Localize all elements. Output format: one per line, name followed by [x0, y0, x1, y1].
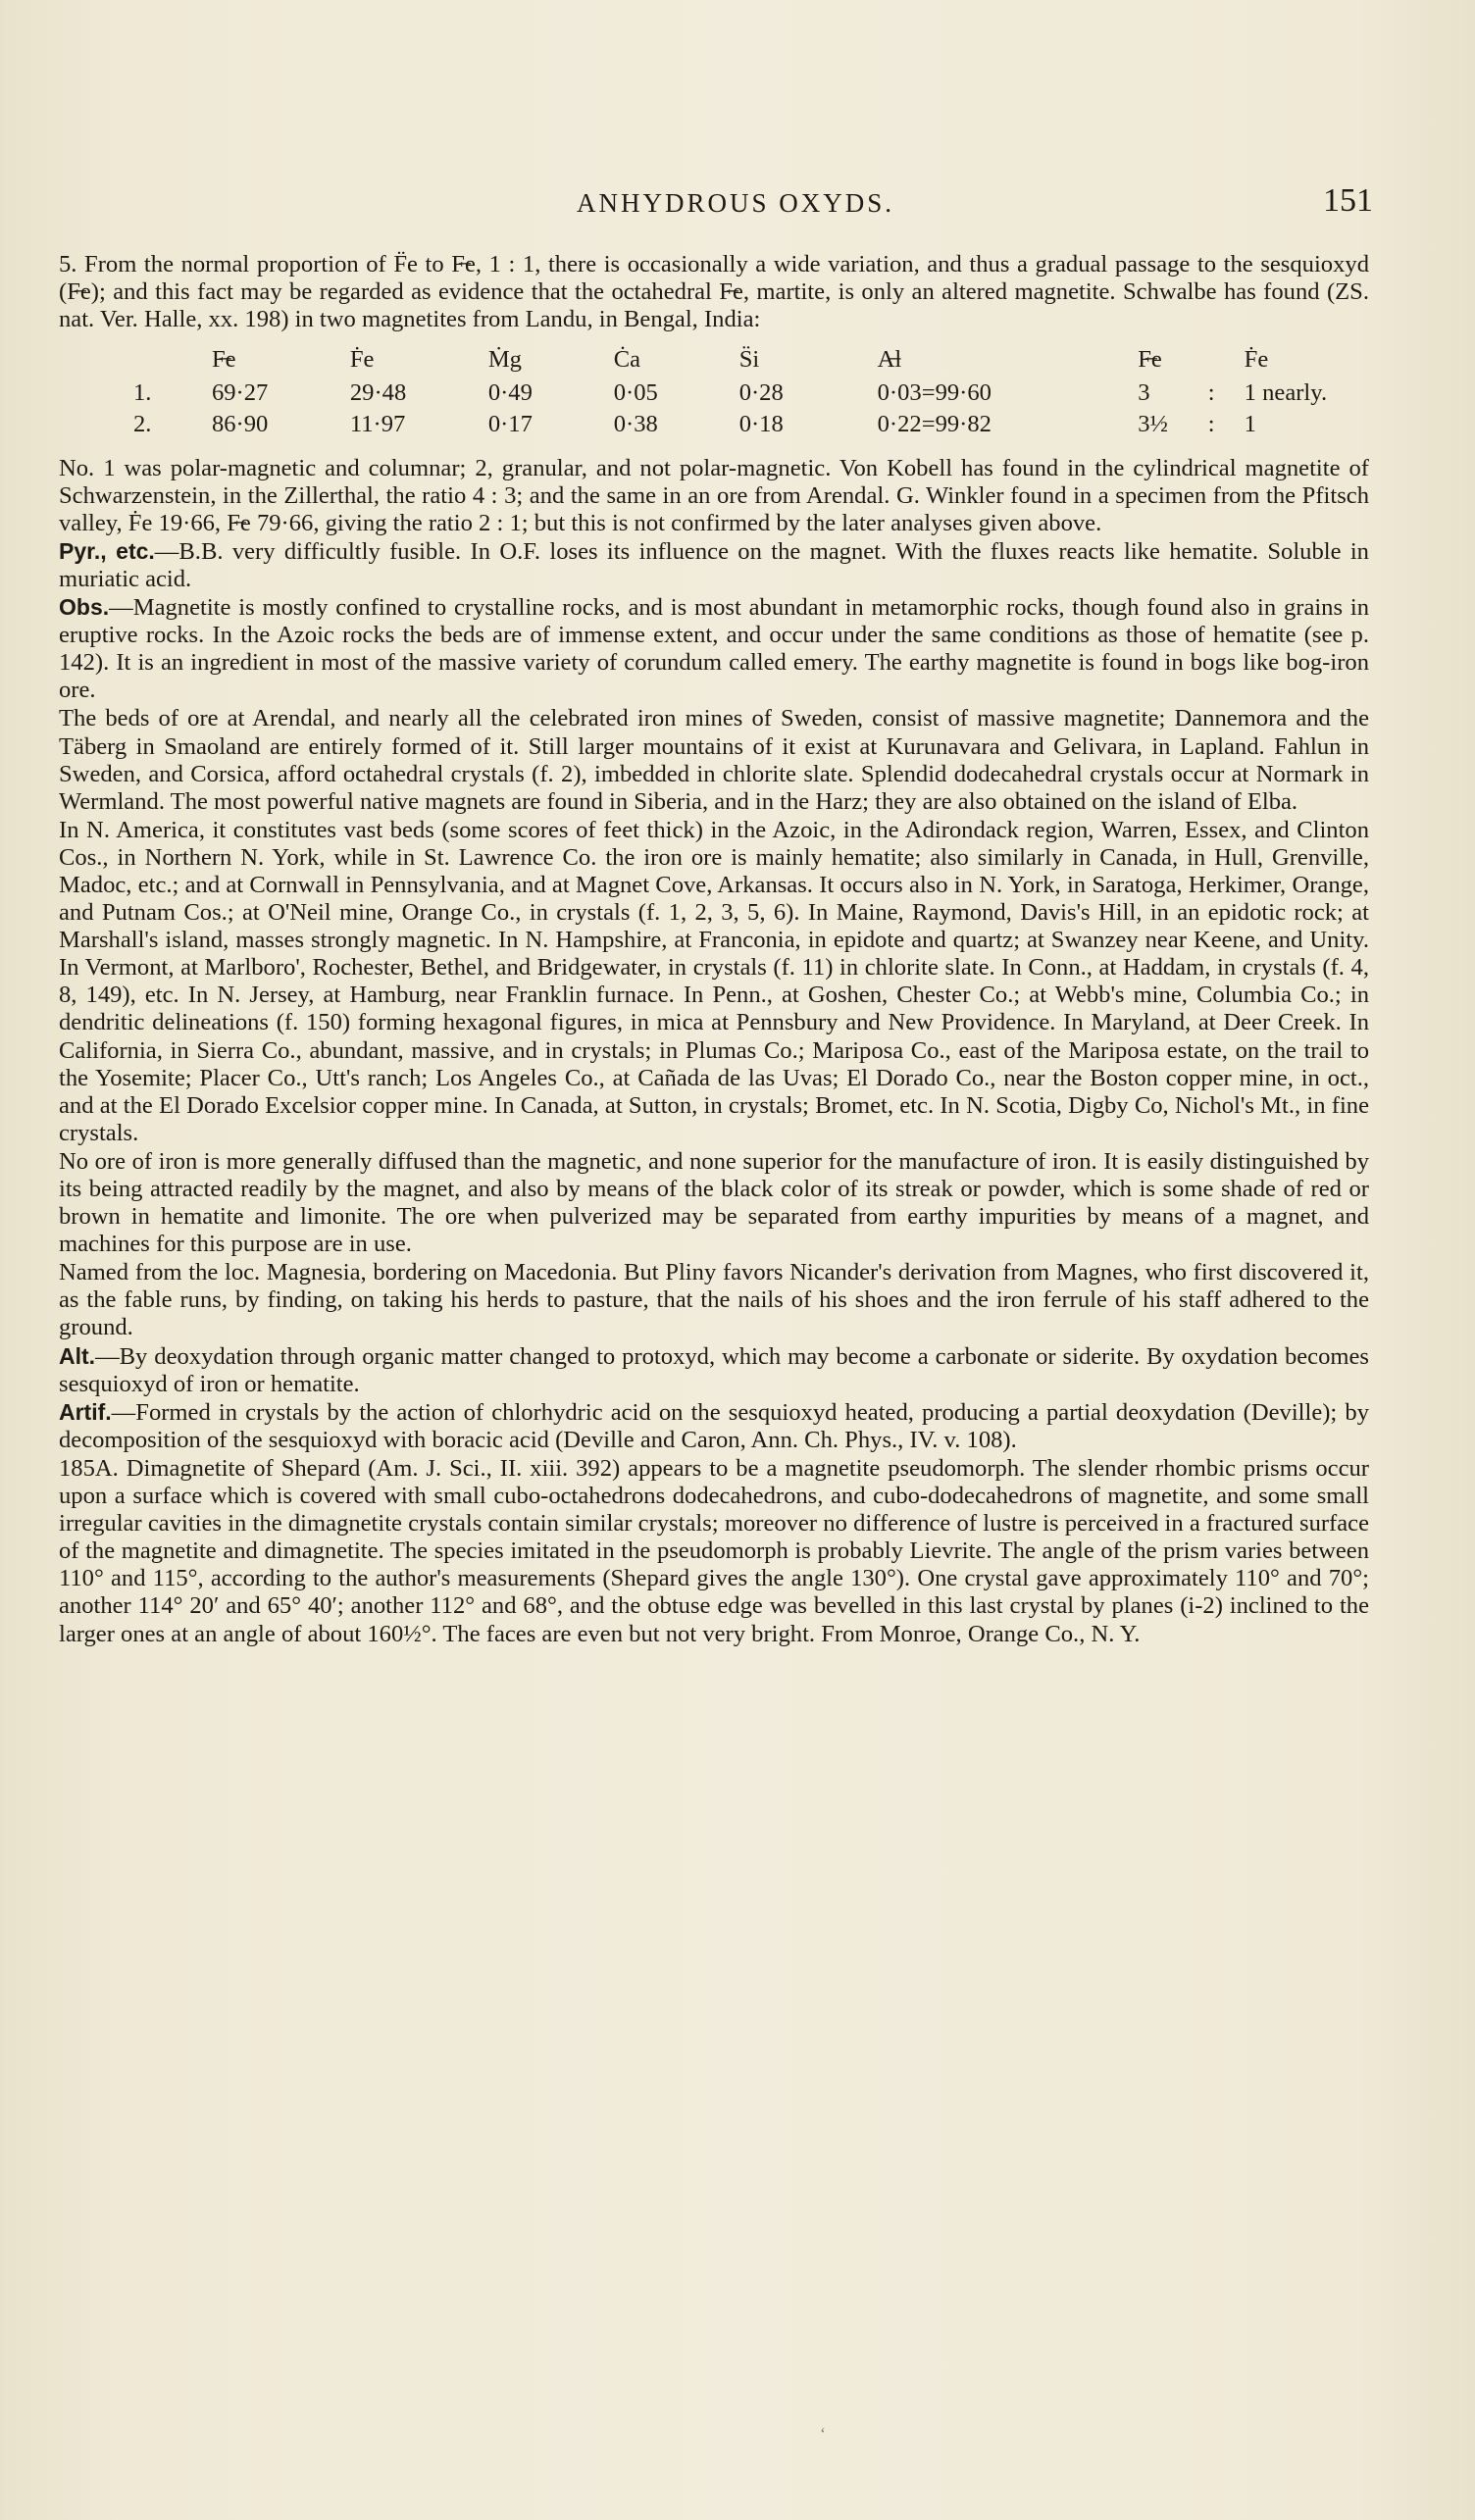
- page-number: 151: [1323, 182, 1373, 219]
- table-header-cell: Ḟe: [1244, 346, 1269, 374]
- table-cell: 11·97: [349, 411, 406, 438]
- table-header-cell: S̈i: [738, 346, 760, 374]
- table-cell: 1: [1244, 411, 1256, 438]
- table-header-cell: Ṁg: [487, 346, 522, 374]
- body-text: [59, 251, 1369, 1648]
- paragraph-text: No. 1 was polar-magnetic and columnar; 2, granular, and not polar-magnetic. Von Kobell has found in the cylindrical magnetite of Schwarzenstein, in the Zillerthal, the ratio 4 : 3; and the same in an ore from Arendal. G. Winkler found in a specimen from the Pfitsch valley, Ḟe 19·66, F̶e 79·66, giving the ratio 2 : 1; but this is not confirmed by the later analyses given above.: [59, 454, 1369, 536]
- table-row: [86, 378, 1361, 409]
- table-cell: 0·18: [738, 411, 784, 438]
- table-cell: 29·48: [349, 379, 407, 407]
- table-cell: 0·05: [613, 379, 658, 407]
- ink-speck: ‘: [820, 2424, 826, 2444]
- table-header-cell: F̶e: [211, 346, 236, 374]
- running-head: ANHYDROUS OXYDS.: [576, 188, 895, 218]
- table-header-cell: F̶e: [1138, 346, 1162, 374]
- table-cell: 3: [1138, 379, 1150, 407]
- page-header: [98, 182, 1373, 226]
- paragraph-text: —Magnetite is mostly confined to crystalline rocks, and is most abundant in metamorphic rocks, though found also in grains in eruptive rocks. In the Azoic rocks the beds are of immense extent, and occur under the same conditions as those of hematite (see p. 142). It is an ingredient in most of the massive variety of corundum called emery. The earthy magnetite is found in bogs like bog-iron ore.: [59, 594, 1369, 704]
- table-header-cell: [86, 344, 212, 378]
- table-cell: 69·27: [211, 379, 269, 407]
- table-header-cell: A̶l: [877, 346, 902, 374]
- table-cell: 2.: [133, 411, 152, 438]
- intro-paragraph: 5. From the normal proportion of F̈e to F̶e, 1 : 1, there is occasionally a wide variation, and thus a gradual passage to the sesquioxyd (F̶e); and this fact may be regarded as evidence that the octahedral F̶e, martite, is only an altered magnetite. Schwalbe has found (ZS. nat. Ver. Halle, xx. 198) in two magnetites from Landu, in Bengal, India:: [59, 251, 1369, 333]
- table-header-cell: Ċa: [613, 346, 641, 374]
- paragraph-north-america: [59, 816, 1369, 1147]
- table-cell: 0·03=99·60: [877, 379, 992, 407]
- paragraph-pyrognostics: [59, 537, 1369, 593]
- paragraph-text: 185A. Dimagnetite of Shepard (Am. J. Sci., II. xiii. 392) appears to be a magnetite pseudomorph. The slender rhombic prisms occur upon a surface which is covered with small cubo-octahedrons dodecahedrons, and cubo-dodecahedrons of magnetite, and some small irregular cavities in the dimagnetite crystals contain similar crystals; moreover no difference of lustre is perceived in a fractured surface of the magnetite and dimagnetite. The species imitated in the pseudomorph is probably Lievrite. The angle of the prism varies between 110° and 115°, according to the author's measurements (Shepard gives the angle 130°). One crystal gave approximately 110° and 70°; another 114° 20′ and 65° 40′; another 112° and 68°, and the obtuse edge was bevelled in this last crystal by planes (i-2) inclined to the larger ones at an angle of about 160½°. The faces are even but not very bright. From Monroe, Orange Co., N. Y.: [59, 1454, 1369, 1647]
- paragraph-lead: Alt.: [59, 1342, 96, 1369]
- table-cell: 0·22=99·82: [877, 411, 992, 438]
- table-cell: :: [1207, 411, 1215, 438]
- paragraph-text: —B.B. very difficultly fusible. In O.F. loses its influence on the magnet. With the fluxes reacts like hematite. Soluble in muriatic acid.: [59, 537, 1369, 592]
- table-cell: :: [1207, 379, 1215, 407]
- table-cell: 0·28: [738, 379, 784, 407]
- paragraph-sweden-beds: [59, 704, 1369, 815]
- paragraph-iron-ore: [59, 1147, 1369, 1258]
- table-header-cell: [1208, 344, 1245, 378]
- paragraph-lead: Pyr., etc.: [59, 537, 155, 564]
- paragraph-etymology: [59, 1258, 1369, 1341]
- paragraph-text: In N. America, it constitutes vast beds (some scores of feet thick) in the Azoic, in the Adirondack region, Warren, Essex, and Clinton Cos., in Northern N. York, while in St. Lawrence Co. the iron ore is mainly hematite; also similarly in Canada, in Hull, Grenville, Madoc, etc.; and at Cornwall in Pennsylvania, and at Magnet Cove, Arkansas. It occurs also in N. York, in Saratoga, Herkimer, Orange, and Putnam Cos.; at O'Neil mine, Orange Co., in crystals (f. 1, 2, 3, 5, 6). In Maine, Raymond, Davis's Hill, in an epidotic rock; at Marshall's island, masses strongly magnetic. In N. Hampshire, at Franconia, in epidote and quartz; at Swanzey near Keene, and Unity. In Vermont, at Marlboro', Rochester, Bethel, and Bridgewater, in crystals (f. 11) in chlorite slate. In Conn., at Haddam, in crystals (f. 4, 8, 149), etc. In N. Jersey, at Hamburg, near Franklin furnace. In Penn., at Goshen, Chester Co.; at Webb's mine, Columbia Co.; in dendritic delineations (f. 150) forming hexagonal figures, in mica at Pennsbury and New Providence. In Maryland, at Deer Creek. In California, in Sierra Co., abundant, massive, and in crystals; in Plumas Co.; Mariposa Co., east of the Mariposa estate, on the trail to the Yosemite; Placer Co., Utt's ranch; Los Angeles Co., at Cañada de las Uvas; El Dorado Co., near the Boston copper mine, in oct., and at the El Dorado Excelsior copper mine. In Canada, at Sutton, in crystals; Bromet, etc. In N. Scotia, Digby Co, Nichol's Mt., in fine crystals.: [59, 816, 1369, 1146]
- paragraph-artificial: [59, 1398, 1369, 1454]
- table-cell: 1 nearly.: [1244, 379, 1328, 407]
- paragraph-text: —By deoxydation through organic matter changed to protoxyd, which may become a carbonate or siderite. By oxydation becomes sesquioxyd of iron or hematite.: [59, 1342, 1369, 1397]
- paragraph-text: The beds of ore at Arendal, and nearly all the celebrated iron mines of Sweden, consist of massive magnetite; Dannemora and the Täberg in Smaoland are entirely formed of it. Still larger mountains of it exist at Kurunavara and Gelivara, in Lapland. Fahlun in Sweden, and Corsica, afford octahedral crystals (f. 2), imbedded in chlorite slate. Splendid dodecahedral crystals occur at Normark in Wermland. The most powerful native magnets are found in Siberia, and in the Harz; they are also obtained on the island of Elba.: [59, 705, 1369, 815]
- paragraph-text: No ore of iron is more generally diffused than the magnetic, and none superior for the manufacture of iron. It is easily distinguished by its being attracted readily by the magnet, and also by means of the black color of its streak or powder, which is some shade of red or brown in hematite and limonite. The ore when pulverized may be separated from earthy impurities by means of a magnet, and machines for this purpose are in use.: [59, 1147, 1369, 1258]
- table-row: [86, 409, 1361, 440]
- paragraph-lead: Obs.: [59, 594, 110, 621]
- table-header-cell: Ḟe: [349, 346, 375, 374]
- paragraph-alteration: [59, 1342, 1369, 1398]
- table-header-row: [86, 344, 1361, 378]
- table-cell: 1.: [133, 379, 152, 407]
- paragraph-text: —Formed in crystals by the action of chlorhydric acid on the sesquioxyd heated, producing a partial deoxydation (Deville); by decomposition of the sesquioxyd with boracic acid (Deville and Caron, Ann. Ch. Phys., IV. v. 108).: [59, 1398, 1369, 1453]
- table-cell: 0·49: [487, 379, 533, 407]
- table-cell: 86·90: [211, 411, 269, 438]
- table-cell: 0·17: [487, 411, 533, 438]
- paragraph-dimagnetite: [59, 1454, 1369, 1648]
- paragraph-lead: Artif.: [59, 1398, 112, 1425]
- table-cell: 3½: [1138, 411, 1168, 438]
- paragraph-text: Named from the loc. Magnesia, bordering on Macedonia. But Pliny favors Nicander's derivation from Magnes, who first discovered it, as the fable runs, by finding, on taking his herds to pasture, that the nails of his shoes and the iron ferrule of his staff adhered to the ground.: [59, 1259, 1369, 1341]
- paragraph-observations: [59, 593, 1369, 704]
- analysis-table: [86, 344, 1361, 440]
- paragraph-polar-magnetism: [59, 454, 1369, 537]
- table-cell: 0·38: [613, 411, 658, 438]
